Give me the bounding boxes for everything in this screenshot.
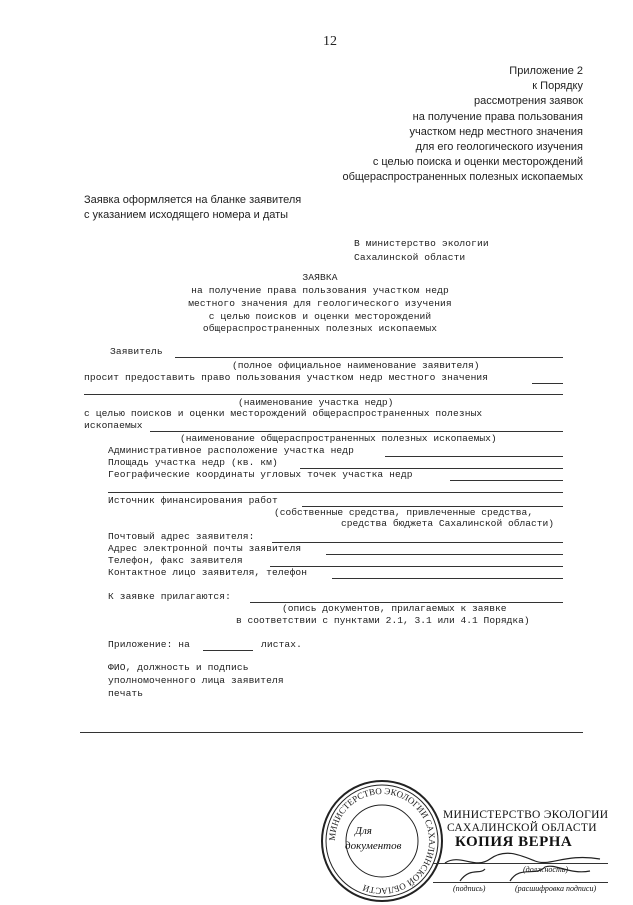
coords-extra-line: [108, 492, 563, 493]
signature-block: [108, 662, 284, 700]
attached-label: К заявке прилагаются:: [108, 591, 232, 602]
coords-line: [450, 480, 563, 481]
request-text: просит предоставить право пользования участком недр местного значения: [84, 372, 489, 383]
signature-line: ФИО, должность и подпись: [108, 662, 249, 673]
site-field-line: [84, 394, 563, 395]
stamp-position-caption: (должность): [523, 865, 569, 874]
contact-label: Контактное лицо заявителя, телефон: [108, 567, 308, 578]
appendix-sheets-line: [203, 650, 253, 651]
appendix-line: Приложение 2: [509, 65, 583, 77]
appendix-line: общераспространенных полезных ископаемых: [342, 171, 583, 184]
appendix-line: рассмотрения заявок: [474, 95, 583, 108]
blank-note: [84, 193, 301, 223]
admin-location-label: Административное расположение участка недр: [108, 445, 355, 456]
stamp-ministry-1: МИНИСТЕРСТВО ЭКОЛОГИИ: [443, 809, 609, 821]
signature-line: печать: [108, 687, 144, 699]
document-subtitle: [120, 285, 520, 336]
appendix-line: с целью поиска и оценки месторождений: [372, 156, 583, 169]
coords-label: Географические координаты угловых точек участка недр: [108, 469, 413, 480]
email-label: Адрес электронной почты заявителя: [108, 543, 302, 554]
admin-location-line: [385, 456, 563, 457]
email-line: [326, 554, 563, 555]
seal-center-2: документов: [345, 840, 402, 852]
appendix-line: к Порядку: [532, 80, 583, 93]
appendix-line: участком недр местного значения: [409, 125, 583, 138]
site-hint: (наименование участка недр): [238, 397, 394, 408]
bottom-rule: [80, 732, 583, 733]
funding-label: Источник финансирования работ: [108, 495, 278, 506]
addressee-line: В министерство экологии: [354, 238, 489, 249]
contact-line: [332, 578, 563, 579]
appendix-header: [303, 64, 583, 186]
attached-hint-1: (опись документов, прилагаемых к заявке: [282, 603, 507, 614]
subtitle-line: с целью поисков и оценки месторождений: [208, 310, 432, 322]
blank-note-line: с указанием исходящего номера и даты: [84, 209, 289, 221]
subtitle-line: на получение права пользования участком недр: [191, 285, 449, 296]
applicant-hint: (полное официальное наименование заявителя): [232, 360, 480, 371]
subtitle-line: местного значения для геологического изучения: [188, 297, 452, 309]
addressee-line: Сахалинской области: [354, 251, 466, 263]
applicant-field-line: [175, 357, 563, 358]
funding-hint-1: (собственные средства, привлеченные средства,: [274, 507, 534, 518]
appendix-line: на получение права пользования: [412, 110, 583, 123]
document-title: ЗАЯВКА: [302, 272, 338, 283]
page-number: 12: [323, 34, 337, 49]
copy-stamp: [315, 775, 615, 900]
appendix-prefix: Приложение: на: [108, 639, 191, 650]
purpose-line-2: ископаемых: [84, 420, 143, 431]
applicant-label: Заявитель: [110, 346, 163, 357]
phone-fax-label: Телефон, факс заявителя: [108, 555, 243, 566]
attached-hint-2: в соответствии с пунктами 2.1, 3.1 или 4.1 Порядка): [236, 615, 530, 626]
minerals-hint: (наименование общераспространенных полезных ископаемых): [180, 433, 497, 444]
stamp-signature-caption: (подпись): [453, 884, 486, 893]
addressee: [354, 237, 489, 264]
signature-line: уполномоченного лица заявителя: [108, 674, 284, 686]
appendix-suffix: листах.: [261, 639, 303, 650]
phone-fax-line: [270, 566, 563, 567]
area-label: Площадь участка недр (кв. км): [108, 457, 278, 468]
stamp-decoding-caption: (расшифровка подписи): [515, 884, 597, 893]
minerals-field-line: [150, 431, 563, 432]
stamp-ministry-2: САХАЛИНСКОЙ ОБЛАСТИ: [447, 822, 597, 834]
stamp-copy-true: КОПИЯ ВЕРНА: [455, 834, 573, 850]
appendix-line: для его геологического изучения: [415, 141, 583, 154]
funding-hint-2: средства бюджета Сахалинской области): [341, 518, 555, 529]
seal-ring-text: МИНИСТЕРСТВО ЭКОЛОГИИ САХАЛИНСКОЙ ОБЛАСТИ: [326, 785, 438, 897]
purpose-line-1: с целью поисков и оценки месторождений общераспространенных полезных: [84, 408, 483, 419]
handwritten-signature: [440, 845, 610, 885]
request-field-line: [532, 383, 563, 384]
postal-address-label: Почтовый адрес заявителя:: [108, 531, 255, 542]
subtitle-line: общераспространенных полезных ископаемых: [202, 323, 438, 335]
postal-address-line: [272, 542, 563, 543]
seal-center-1: Для: [355, 825, 372, 837]
blank-note-line: Заявка оформляется на бланке заявителя: [84, 194, 302, 206]
